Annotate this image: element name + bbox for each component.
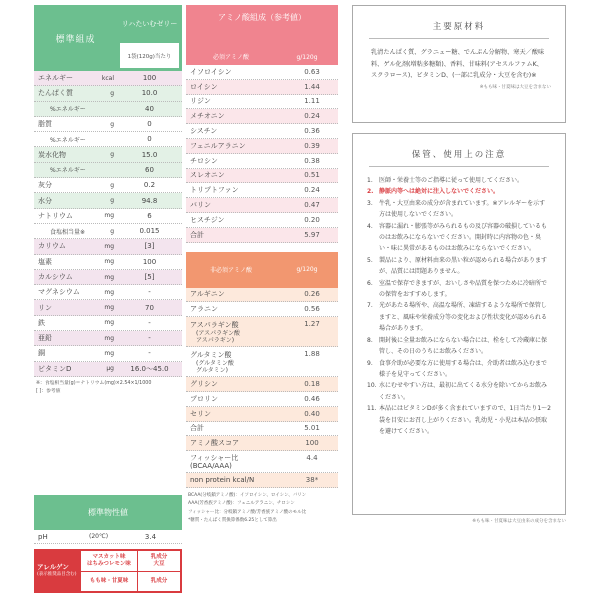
nutrient-value: 10.0 [141, 89, 158, 98]
nutrition-title: 標準組成 [34, 5, 117, 71]
amino-name-text: アルギニン [190, 290, 225, 299]
nutrient-value: 100 [142, 74, 157, 83]
amino-value: 0.38 [304, 156, 320, 165]
amino-row [186, 407, 338, 422]
nutrient-value: 100 [142, 257, 157, 266]
amino-name [186, 320, 286, 344]
nutrient-value: 0 [147, 135, 152, 144]
nutrient-name: マグネシウム [38, 288, 80, 297]
amino-name: シスチン [190, 127, 218, 136]
amino-row [186, 198, 338, 213]
amino-value: 0.51 [304, 171, 320, 180]
score-name: アミノ酸スコア [190, 439, 239, 448]
nutrient-unit: mg [104, 258, 114, 266]
amino-subname: (グルタミン酸 グルタミン) [196, 360, 234, 375]
materials-box [352, 5, 566, 123]
amino-subname: (アスパラギン酸 アスパラギン) [196, 330, 241, 345]
amino-name-text: グルタミン酸 [190, 351, 232, 360]
usage-text: 水にむせやすい方は、最初に出てくる水分を除いてからお飲みください。 [379, 382, 548, 401]
nutrient-unit: g [110, 197, 114, 205]
amino-name-text: アスパラギン酸 [190, 321, 239, 330]
nutrient-name: %エネルギー [50, 106, 86, 114]
amino-name: ヒスチジン [190, 215, 225, 224]
amino-name-text: セリン [190, 409, 211, 418]
physical-title: 標準物性値 [34, 495, 182, 530]
nutrient-unit: mg [104, 288, 114, 296]
allergen-title: アレルゲン [37, 563, 69, 571]
amino-name: イソロイシン [190, 67, 232, 76]
amino-row [186, 228, 338, 243]
usage-text: 静脈内等へは絶対に注入しないでください。 [379, 188, 500, 196]
usage-number: 7. [367, 302, 373, 310]
nutrient-value: 16.0〜45.0 [130, 364, 169, 373]
nutrient-unit: mg [104, 349, 114, 357]
score-row [186, 473, 338, 488]
amino-name [186, 409, 286, 419]
nutrient-value: 60 [145, 165, 154, 174]
nonessential-header [186, 252, 338, 288]
allergen-cell: マスカット味 はちみつレモン味 [81, 551, 137, 571]
score-rows [186, 436, 338, 488]
nutrient-name: %エネルギー [50, 167, 86, 175]
amino-name: ロイシン [190, 82, 218, 91]
nutrient-name: 食塩相当量※ [50, 228, 86, 236]
usage-text: 食事介助が必要な方に使用する場合は、介助者は飲み込むまで様子を見守ってください。 [379, 359, 548, 378]
nutrient-value: 0.015 [139, 227, 160, 236]
usage-item [367, 403, 551, 437]
nutrient-unit: mg [104, 304, 114, 312]
nutrient-value: - [148, 288, 151, 297]
nutrient-name: ナトリウム [38, 211, 73, 220]
ph-row [34, 530, 182, 544]
nutrient-unit: g [110, 227, 114, 235]
allergen-label [36, 551, 81, 591]
nutrient-unit: mg [104, 273, 114, 281]
essential-header [186, 29, 338, 65]
nutrition-row [34, 102, 182, 117]
usage-item [367, 335, 551, 358]
amino-row [186, 124, 338, 139]
amino-name: バリン [190, 201, 211, 210]
amino-acid-table [186, 5, 338, 526]
amino-value: 1.44 [304, 82, 320, 91]
amino-value: 0.36 [304, 127, 320, 136]
nutrient-name: カリウム [38, 242, 66, 251]
usage-number: 8. [367, 336, 373, 344]
amino-value: 5.97 [304, 230, 320, 239]
essential-label: 必須アミノ酸 [212, 54, 249, 61]
usage-text: 光があたる場所や、高温な場所、凍結するような場所で保管しますと、風味や栄養成分等の変化および性状変化が認められる場合があります。 [379, 302, 548, 333]
nutrient-name: カルシウム [38, 273, 73, 281]
nutrition-row [34, 209, 182, 224]
usage-item [367, 255, 551, 278]
nutrient-unit: μg [106, 365, 114, 373]
nutrient-unit: g [110, 181, 114, 189]
nutrition-rows [34, 71, 182, 377]
amino-value: 0.39 [304, 141, 320, 150]
amino-name [186, 379, 286, 389]
nutrient-unit: g [110, 120, 114, 128]
amino-name [186, 289, 286, 299]
nutrient-value: 0 [147, 120, 152, 129]
usage-number: 10. [367, 382, 377, 390]
nutrition-footnote [34, 380, 182, 396]
nutrition-row [34, 86, 182, 101]
usage-list [353, 167, 565, 437]
score-name: フィッシャー比 (BCAA/AAA) [190, 454, 239, 471]
usage-item [367, 221, 551, 255]
amino-value: 0.63 [304, 67, 320, 76]
usage-number: 6. [367, 279, 373, 287]
score-name: non protein kcal/N [190, 476, 255, 485]
usage-text: 容器に漏れ・膨張等がみられるもの及び容器の破損しているものはお飲みにならないでください。開封時に内容物の色・臭い・味に異常があるものはお飲みにならないでください。 [379, 222, 548, 253]
nutrition-row [34, 255, 182, 270]
amino-value: 0.47 [304, 201, 320, 210]
ph-condition: (20℃) [89, 533, 109, 540]
amino-value: 0.56 [304, 305, 320, 314]
usage-item [367, 380, 551, 403]
nutrition-row [34, 285, 182, 300]
usage-number: 2. [367, 188, 374, 196]
amino-row [186, 95, 338, 110]
usage-note: ※もも味・甘夏味は大豆由来の成分を含まない [472, 519, 566, 524]
amino-name: スレオニン [190, 171, 225, 180]
usage-number: 4. [367, 222, 373, 230]
amino-row [186, 213, 338, 228]
usage-text: 室温で保存できますが、おいしさや品質を保つために冷暗所での保管をおすすめします。 [379, 279, 548, 299]
nutrition-row [34, 178, 182, 193]
allergen-cell: 乳成分 大豆 [138, 551, 180, 571]
footnote-salt: ※：食塩相当量(g)＝ナトリウム(mg)×2.54×1/1000 [36, 380, 152, 386]
amino-value: 1.27 [304, 320, 320, 329]
materials-text: 乳清たんぱく質、グラニュー糖、でんぷん分解物、寒天／酸味料、ゲル化剤(増粘多糖類)、香料、甘味料(アセスルファムK、スクラロース)、ビタミンD、(一部に乳成分・大豆を含む)※ [371, 49, 545, 79]
usage-item [367, 300, 551, 334]
amino-value: 0.40 [304, 409, 320, 418]
amino-value: 0.20 [304, 215, 320, 224]
nutrition-row [34, 331, 182, 346]
usage-item [367, 198, 551, 221]
nutrition-row [34, 224, 182, 239]
nutrient-name: たんぱく質 [38, 89, 73, 98]
amino-name: チロシン [190, 156, 218, 165]
usage-item [367, 186, 551, 197]
amino-name: 合計 [190, 230, 204, 239]
materials-note: ※もも味・甘夏味は大豆を含まない [479, 84, 551, 90]
amino-row [186, 65, 338, 80]
amino-name: メチオニン [190, 112, 225, 121]
usage-item [367, 358, 551, 381]
amino-name [186, 350, 286, 374]
nutrition-row [34, 300, 182, 315]
nutrition-row [34, 346, 182, 361]
nutrient-name: 灰分 [38, 181, 52, 190]
nutrient-unit: kcal [101, 74, 114, 82]
nutrition-row [34, 132, 182, 147]
nutrient-unit: mg [104, 334, 114, 342]
nutrient-name: 銅 [38, 349, 45, 358]
nutrient-name: %エネルギー [50, 136, 86, 144]
allergen-box [34, 549, 182, 593]
usage-number: 11. [367, 405, 377, 413]
amino-row [186, 183, 338, 198]
essential-unit: g/120g [296, 54, 318, 61]
nutrient-unit: mg [104, 319, 114, 327]
nutrition-row [34, 193, 182, 208]
nutrient-name: 水分 [38, 196, 52, 205]
usage-number: 5. [367, 256, 373, 264]
nutrient-unit: g [110, 89, 114, 97]
materials-title: 主要原材料 [432, 22, 486, 32]
nutrition-row [34, 71, 182, 86]
allergen-sublabel: (表示推奨品目含む) [37, 572, 77, 577]
product-name: リハたいむゼリー [121, 20, 178, 29]
amino-row [186, 139, 338, 154]
nutrient-name: リン [38, 303, 52, 312]
usage-box [352, 133, 566, 515]
usage-title: 保管、使用上の注意 [411, 150, 507, 160]
essential-rows [186, 65, 338, 243]
usage-text: 牛乳・大豆由来の成分が含まれています。※アレルギーを示す方は使用しないでください。 [379, 199, 546, 219]
amino-name-text: 合計 [190, 424, 204, 433]
amino-row [186, 317, 338, 347]
amino-name [186, 304, 286, 314]
score-row [186, 436, 338, 451]
amino-row [186, 422, 338, 437]
usage-number: 3. [367, 199, 373, 207]
amino-row [186, 392, 338, 407]
amino-value: 0.24 [304, 186, 320, 195]
nutrient-value: - [148, 334, 151, 343]
usage-text: 本品にはビタミンDが多く含まれていますので、1日当たり1〜2袋を目安にお召し上がりください。乳幼児・小児は本品の摂取を避けてください。 [379, 405, 551, 435]
nutrient-name: 炭水化物 [38, 150, 66, 159]
amino-row [186, 169, 338, 184]
amino-value: 0.18 [304, 380, 320, 389]
amino-name [186, 394, 286, 404]
score-row [186, 451, 338, 473]
usage-item [367, 278, 551, 301]
amino-row [186, 302, 338, 317]
nutrient-value: - [148, 318, 151, 327]
nonessential-rows [186, 288, 338, 437]
portion-label: 1袋(120g)当たり [120, 43, 179, 68]
amino-value: 0.46 [304, 394, 320, 403]
score-value: 100 [305, 439, 319, 448]
footnote-ref: [ ]：参考値 [36, 388, 61, 394]
amino-row [186, 154, 338, 169]
amino-name-text: プロリン [190, 394, 218, 403]
amino-name: リジン [190, 97, 211, 106]
nutrition-row [34, 239, 182, 254]
amino-title: アミノ酸組成（参考値） [186, 5, 338, 29]
ph-value: 3.4 [144, 532, 157, 541]
nutrition-table [34, 5, 182, 396]
amino-name: フェニルアラニン [190, 141, 246, 150]
usage-number: 9. [367, 359, 373, 367]
nutrition-row [34, 270, 182, 285]
nutrient-name: ビタミンD [38, 364, 72, 373]
nutrient-value: [3] [144, 242, 155, 251]
amino-row [186, 288, 338, 303]
nutrition-header [34, 5, 182, 71]
nonessential-label: 非必須アミノ酸 [209, 267, 252, 275]
amino-value: 1.88 [304, 350, 320, 359]
nutrition-row [34, 163, 182, 178]
nutrient-value: 40 [145, 104, 154, 113]
score-value: 38* [305, 476, 319, 485]
amino-name-text: グリシン [190, 380, 218, 389]
amino-row [186, 347, 338, 377]
allergen-cell: 乳成分 [138, 572, 180, 592]
nutrient-name: エネルギー [38, 74, 73, 83]
amino-name: トリプトファン [190, 186, 239, 195]
nutrient-unit: mg [104, 212, 114, 220]
ph-label: pH [38, 532, 48, 541]
amino-row [186, 80, 338, 95]
nutrient-name: 亜鉛 [38, 334, 52, 343]
nutrient-value: 0.2 [143, 181, 156, 190]
nutrient-value: [5] [144, 273, 155, 281]
amino-value: 0.26 [304, 290, 320, 299]
nutrient-unit: mg [104, 242, 114, 250]
nutrient-value: 15.0 [141, 150, 158, 159]
usage-text: 開封後に全量お飲みにならない場合には、栓をして冷蔵庫に保管し、その日のうちにお飲みください。 [379, 336, 548, 356]
nutrient-name: 鉄 [38, 318, 45, 327]
amino-value: 0.24 [304, 112, 320, 121]
amino-row [186, 109, 338, 124]
nutrient-value: 94.8 [141, 196, 158, 205]
usage-text: 医師・栄養士等のご指導に従って使用してください。 [379, 177, 524, 184]
nutrition-row [34, 117, 182, 132]
amino-name [186, 423, 286, 433]
nutrient-unit: g [110, 151, 114, 159]
amino-value: 1.11 [304, 97, 320, 106]
amino-value: 5.01 [304, 424, 320, 433]
nutrition-row [34, 316, 182, 331]
nonessential-unit: g/120g [296, 266, 318, 274]
nutrient-value: 70 [145, 303, 154, 312]
allergen-cell: もも味・甘夏味 [81, 572, 137, 592]
score-value: 4.4 [306, 454, 318, 463]
nutrient-name: 塩素 [38, 257, 52, 266]
nutrient-value: 6 [147, 211, 152, 220]
nutrient-value: - [148, 349, 151, 358]
nutrition-row [34, 147, 182, 162]
amino-notes: BCAA(分岐鎖アミノ酸)：イソロイシン、ロイシン、バリン AAA(芳香族アミノ酸)：フェニルアラニン、チロシン フィッシャー比：分岐鎖アミノ酸/芳香族アミノ酸のモル比 *糖質・たんぱく質換算係数6.25として算出 [188, 492, 307, 524]
usage-item [367, 175, 551, 186]
nutrient-name: 脂質 [38, 120, 52, 129]
amino-row [186, 377, 338, 392]
usage-text: 製品により、原材料由来の黒い粒が認められる場合がありますが、品質には問題ありません。 [379, 256, 548, 276]
nutrition-row [34, 362, 182, 377]
allergen-grid [81, 551, 180, 591]
physical-property-table [34, 495, 182, 544]
amino-name-text: アラニン [190, 305, 218, 314]
usage-number: 1. [367, 177, 373, 184]
